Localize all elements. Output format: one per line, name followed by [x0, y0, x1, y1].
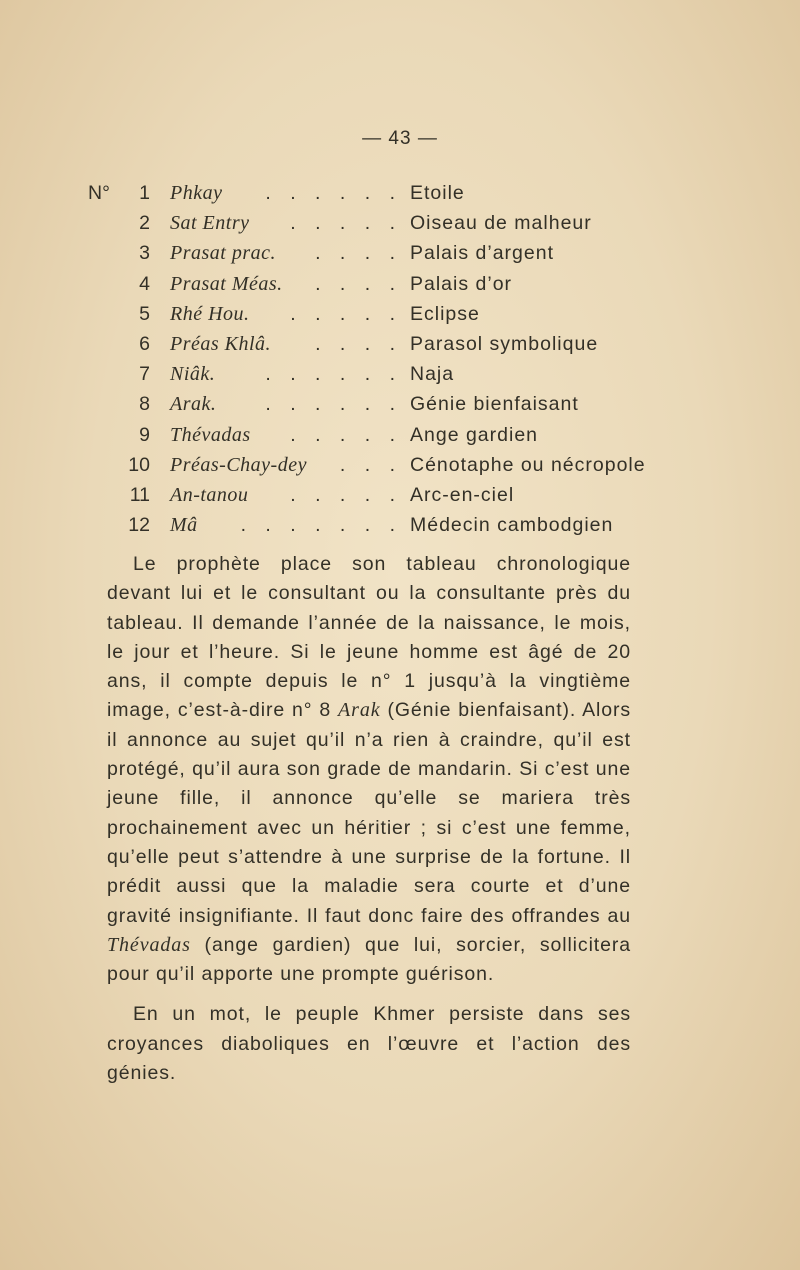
item-meaning: Naja	[410, 363, 455, 386]
item-meaning: Ange gardien	[410, 423, 539, 446]
paragraph-text: Le prophète place son tableau chronologique devant lui et le consultant ou la consultante près du tableau. Il demande l’année de la naissance, le mois, le jour et l’heure. Si le jeune homme est âgé de 20 ans, il compte depuis le n° 1 jusqu’à la vingtième image, c’est-à-dire n° 8	[107, 553, 631, 722]
leader-dots: . . . .	[315, 332, 402, 355]
item-meaning: Parasol symbolique	[410, 332, 599, 355]
list-item	[88, 480, 648, 510]
paragraph-text: (Génie bienfaisant). Alors il annonce au sujet qu’il n’a rien à craindre, qu’il est protégé, qu’il aura son grade de mandarin. Si c’est une jeune fille, il annonce qu’elle se mariera très prochainement avec un héritier ; si c’est une femme, qu’elle peut s’attendre à une surprise de la fortune. Il prédit aussi que la maladie sera courte et d’une gravité insignifiante. Il faut donc faire des offrandes au	[107, 699, 631, 927]
item-term: Phkay	[170, 182, 223, 204]
item-number: 8	[139, 393, 150, 416]
item-term: Préas Khlâ.	[170, 332, 272, 355]
page-number: — 43 —	[362, 128, 438, 149]
number-label: N°	[88, 182, 110, 204]
item-number: 4	[139, 272, 150, 295]
leader-dots: . . . . .	[290, 423, 402, 446]
item-number: 6	[139, 332, 150, 355]
leader-dots: . . . . .	[290, 212, 402, 235]
item-term: Préas-Chay-dey	[170, 453, 307, 476]
list-item	[88, 238, 648, 268]
item-term: Prasat prac.	[170, 242, 276, 265]
list-item	[88, 329, 648, 359]
item-meaning: Génie bienfaisant	[410, 393, 579, 416]
item-meaning: Palais d’or	[410, 272, 513, 295]
leader-dots: . . . . . . .	[240, 514, 402, 537]
item-term: Mâ	[170, 514, 198, 537]
body-text	[107, 550, 631, 1088]
item-term: Prasat Méas.	[170, 272, 283, 295]
paragraph-text: (ange gardien) que lui, sorcier, sollicitera pour qu’il apporte une prompte guérison.	[107, 933, 631, 986]
list-item	[88, 178, 648, 208]
item-meaning: Palais d’argent	[410, 242, 554, 265]
list-item	[88, 359, 648, 389]
list-item	[88, 450, 648, 480]
leader-dots: . . .	[339, 453, 402, 476]
item-number: 7	[139, 363, 150, 386]
leader-dots: . . . . . .	[265, 363, 402, 386]
item-term: Sat Entry	[170, 212, 250, 235]
list-item	[88, 510, 648, 540]
glossary-list	[88, 178, 648, 540]
item-number: 9	[139, 423, 150, 446]
paragraph	[107, 550, 631, 989]
item-number: 5	[139, 302, 150, 325]
leader-dots: . . . .	[315, 272, 402, 295]
item-meaning: Etoile	[410, 182, 465, 204]
item-number: 3	[139, 242, 150, 265]
list-item	[88, 269, 648, 299]
item-number: 11	[129, 483, 150, 506]
italic-term: Thévadas	[107, 933, 191, 956]
item-number: 10	[128, 453, 150, 476]
list-item	[88, 420, 648, 450]
item-meaning: Médecin cambodgien	[410, 514, 614, 537]
list-item	[88, 208, 648, 238]
item-number: 1	[139, 182, 150, 204]
item-term: An-tanou	[170, 483, 249, 506]
leader-dots: . . . . . .	[265, 182, 402, 204]
item-number: 12	[128, 514, 150, 537]
list-item	[88, 299, 648, 329]
item-term: Thévadas	[170, 423, 251, 446]
item-meaning: Arc-en-ciel	[410, 483, 515, 506]
paragraph: En un mot, le peuple Khmer persiste dans ses croyances diaboliques en l’œuvre et l’action des génies.	[107, 1003, 631, 1085]
leader-dots: . . . . .	[290, 483, 402, 506]
item-meaning: Eclipse	[410, 302, 480, 325]
item-term: Arak.	[170, 393, 217, 416]
item-term: Niâk.	[170, 363, 216, 386]
leader-dots: . . . . . .	[265, 393, 402, 416]
item-meaning: Oiseau de malheur	[410, 212, 592, 235]
leader-dots: . . . .	[315, 242, 402, 265]
item-term: Rhé Hou.	[170, 302, 250, 325]
item-meaning: Cénotaphe ou nécropole	[410, 453, 646, 476]
item-number: 2	[139, 212, 150, 235]
leader-dots: . . . . .	[290, 302, 402, 325]
italic-term: Arak	[338, 699, 381, 722]
list-item	[88, 389, 648, 419]
